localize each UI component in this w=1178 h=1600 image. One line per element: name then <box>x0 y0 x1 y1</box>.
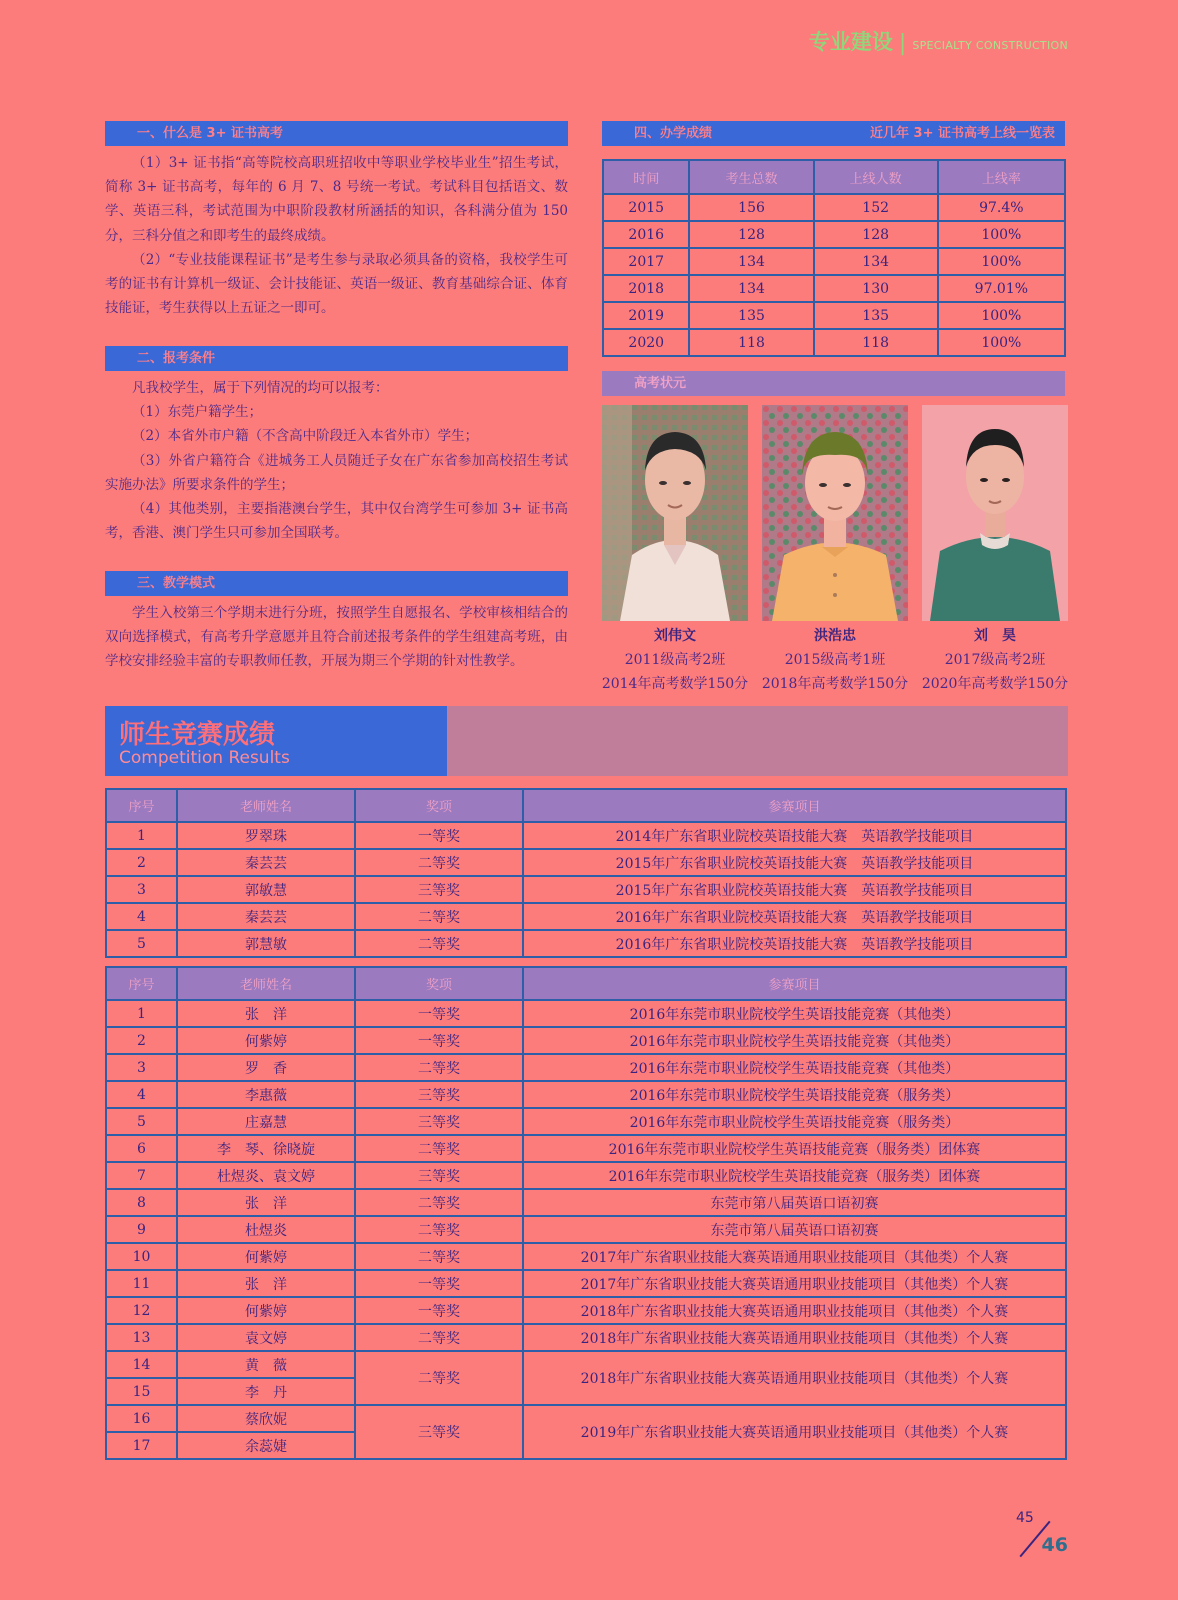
table-cell: 2 <box>106 1027 177 1054</box>
table-cell: 2020 <box>603 329 689 356</box>
table-cell: 2018年广东省职业技能大赛英语通用职业技能项目（其他类）个人赛 <box>523 1324 1066 1351</box>
table-cell: 三等奖 <box>355 1081 523 1108</box>
section-1-paragraph: （1）3+ 证书指“高等院校高职班招收中等职业学校毕业生”招生考试，简称 3+ 证书高考，每年的 6 月 7、8 号统一考试。考试科目包括语文、数学、英语三科，考试范围为中职阶段教材所涵括的知识，各科满分值为 150 分，三科分值之和即考生的最终成绩。 <box>105 155 568 244</box>
table-cell: 9 <box>106 1216 177 1243</box>
table-cell: 二等奖 <box>355 1216 523 1243</box>
header-title-cn: 专业建设 <box>808 30 893 54</box>
exam-results-table <box>602 159 1066 357</box>
competition-title-strip <box>447 706 1068 776</box>
table-cell: 12 <box>106 1297 177 1324</box>
table-row <box>603 329 1065 356</box>
table-cell: 2015 <box>603 194 689 221</box>
table-cell: 152 <box>814 194 938 221</box>
table-cell: 何紫婷 <box>177 1243 355 1270</box>
page-number-right: 46 <box>1041 1534 1068 1556</box>
topper-class: 2011级高考2班 <box>624 652 726 668</box>
table-cell: 三等奖 <box>355 1162 523 1189</box>
section-3-paragraph: 学生入校第三个学期末进行分班，按照学生自愿报名、学校审核相结合的双向选择模式，有高考升学意愿并且符合前述报考条件的学生组建高考班，由学校安排经验丰富的专职教师任教，开展为期三个学期的针对性教学。 <box>105 605 568 670</box>
table-cell: 庄嘉慧 <box>177 1108 355 1135</box>
table-cell: 二等奖 <box>355 1054 523 1081</box>
header-divider: | <box>898 31 907 56</box>
table-cell: 3 <box>106 1054 177 1081</box>
table-cell: 2 <box>106 849 177 876</box>
table-row <box>106 903 1066 930</box>
table-row <box>106 1108 1066 1135</box>
table-cell: 三等奖 <box>355 876 523 903</box>
section-3-title: 三、教学模式 <box>137 576 216 591</box>
table-cell: 2019年广东省职业技能大赛英语通用职业技能项目（其他类）个人赛 <box>523 1405 1066 1459</box>
table-cell: 2016年东莞市职业院校学生英语技能竞赛（其他类） <box>523 1027 1066 1054</box>
table-cell: 5 <box>106 930 177 957</box>
table-row <box>106 1027 1066 1054</box>
competition-title-en: Competition Results <box>119 748 290 768</box>
table-cell: 2016年东莞市职业院校学生英语技能竞赛（服务类）团体赛 <box>523 1162 1066 1189</box>
table-cell: 2017 <box>603 248 689 275</box>
table-row <box>106 1216 1066 1243</box>
table-row <box>603 302 1065 329</box>
table-cell: 一等奖 <box>355 1027 523 1054</box>
table-cell: 2016年东莞市职业院校学生英语技能竞赛（其他类） <box>523 1054 1066 1081</box>
table-cell: 杜煜炎 <box>177 1216 355 1243</box>
table-header: 参赛项目 <box>523 789 1066 822</box>
student-photo <box>602 405 748 621</box>
table-cell: 秦芸芸 <box>177 849 355 876</box>
table-cell: 135 <box>689 302 813 329</box>
table-cell: 118 <box>814 329 938 356</box>
table-cell: 118 <box>689 329 813 356</box>
table-cell: 135 <box>814 302 938 329</box>
table-row <box>603 248 1065 275</box>
table-cell: 何紫婷 <box>177 1027 355 1054</box>
table-header: 上线人数 <box>814 160 938 194</box>
section-4-title-bar <box>602 121 1065 146</box>
section-2-title-bar <box>105 346 568 371</box>
topper-class: 2015级高考1班 <box>784 652 886 668</box>
section-2-paragraph: 凡我校学生，属于下列情况的均可以报考： <box>132 380 389 396</box>
table-header: 奖项 <box>355 789 523 822</box>
table-cell: 张 洋 <box>177 1000 355 1027</box>
table-cell: 100% <box>938 248 1065 275</box>
topper-score: 2018年高考数学150分 <box>761 676 909 692</box>
table-cell: 2016年东莞市职业院校学生英语技能竞赛（服务类） <box>523 1108 1066 1135</box>
table-row <box>603 194 1065 221</box>
table-cell: 二等奖 <box>355 1243 523 1270</box>
topper-name: 刘伟文 <box>654 628 696 644</box>
page-header <box>809 26 1068 56</box>
table-cell: 东莞市第八届英语口语初赛 <box>523 1216 1066 1243</box>
table-cell: 袁文婷 <box>177 1324 355 1351</box>
table-cell: 8 <box>106 1189 177 1216</box>
table-cell: 黄 薇 <box>177 1351 355 1378</box>
table-cell: 李 琴、徐晓旋 <box>177 1135 355 1162</box>
table-cell: 李惠薇 <box>177 1081 355 1108</box>
table-cell: 97.4% <box>938 194 1065 221</box>
section-1-title-bar <box>105 121 568 146</box>
table-cell: 2016 <box>603 221 689 248</box>
table-row <box>106 822 1066 849</box>
table-cell: 秦芸芸 <box>177 903 355 930</box>
toppers-title-bar <box>602 371 1065 396</box>
table-cell: 一等奖 <box>355 1270 523 1297</box>
table-cell: 郭敏慧 <box>177 876 355 903</box>
table-row <box>106 1081 1066 1108</box>
table-row <box>106 1162 1066 1189</box>
student-photo <box>762 405 908 621</box>
table-cell: 罗 香 <box>177 1054 355 1081</box>
table-cell: 7 <box>106 1162 177 1189</box>
table-cell: 15 <box>106 1378 177 1405</box>
table-cell: 张 洋 <box>177 1189 355 1216</box>
table-cell: 东莞市第八届英语口语初赛 <box>523 1189 1066 1216</box>
table-cell: 2017年广东省职业技能大赛英语通用职业技能项目（其他类）个人赛 <box>523 1270 1066 1297</box>
table-cell: 三等奖 <box>355 1405 523 1459</box>
table-header: 老师姓名 <box>177 789 355 822</box>
table-row <box>106 1351 1066 1378</box>
table-cell: 2018年广东省职业技能大赛英语通用职业技能项目（其他类）个人赛 <box>523 1351 1066 1405</box>
table-row <box>106 1000 1066 1027</box>
section-4-title: 四、办学成绩 <box>634 126 713 141</box>
table-row <box>106 1054 1066 1081</box>
table-cell: 2018 <box>603 275 689 302</box>
table-header: 时间 <box>603 160 689 194</box>
table-cell: 3 <box>106 876 177 903</box>
topper-name: 洪浩忠 <box>814 628 856 644</box>
table-cell: 10 <box>106 1243 177 1270</box>
table-cell: 130 <box>814 275 938 302</box>
table-cell: 4 <box>106 903 177 930</box>
table-cell: 128 <box>814 221 938 248</box>
table-cell: 二等奖 <box>355 1135 523 1162</box>
table-cell: 2015年广东省职业院校英语技能大赛 英语教学技能项目 <box>523 849 1066 876</box>
table-header: 考生总数 <box>689 160 813 194</box>
student-awards-table <box>105 966 1067 1460</box>
table-cell: 李 丹 <box>177 1378 355 1405</box>
table-cell: 2016年广东省职业院校英语技能大赛 英语教学技能项目 <box>523 903 1066 930</box>
section-4-subtitle: 近几年 3+ 证书高考上线一览表 <box>870 126 1055 141</box>
section-1-body <box>105 151 568 320</box>
table-cell: 2019 <box>603 302 689 329</box>
table-header: 老师姓名 <box>177 967 355 1000</box>
table-cell: 1 <box>106 1000 177 1027</box>
table-cell: 余蕊婕 <box>177 1432 355 1459</box>
table-cell: 二等奖 <box>355 1189 523 1216</box>
table-cell: 蔡欣妮 <box>177 1405 355 1432</box>
student-photo <box>922 405 1068 621</box>
table-cell: 二等奖 <box>355 849 523 876</box>
table-cell: 二等奖 <box>355 1324 523 1351</box>
page-numbers <box>1008 1506 1068 1558</box>
table-cell: 2018年广东省职业技能大赛英语通用职业技能项目（其他类）个人赛 <box>523 1297 1066 1324</box>
topper-caption <box>756 624 914 696</box>
table-row <box>603 221 1065 248</box>
section-2-paragraph: （3）外省户籍符合《进城务工人员随迁子女在广东省参加高校招生考试实施办法》所要求条件的学生； <box>105 452 568 493</box>
table-row <box>106 1270 1066 1297</box>
table-cell: 100% <box>938 302 1065 329</box>
section-3-title-bar <box>105 571 568 596</box>
table-cell: 156 <box>689 194 813 221</box>
table-row <box>106 1297 1066 1324</box>
teacher-awards-table <box>105 788 1067 958</box>
section-2-body <box>105 376 568 545</box>
table-cell: 2014年广东省职业院校英语技能大赛 英语教学技能项目 <box>523 822 1066 849</box>
table-row <box>106 849 1066 876</box>
table-header: 序号 <box>106 789 177 822</box>
table-cell: 1 <box>106 822 177 849</box>
section-2-paragraph: （4）其他类别，主要指港澳台学生，其中仅台湾学生可参加 3+ 证书高考，香港、澳门学生只可参加全国联考。 <box>105 501 568 542</box>
toppers-title: 高考状元 <box>634 376 687 391</box>
table-cell: 2016年东莞市职业院校学生英语技能竞赛（其他类） <box>523 1000 1066 1027</box>
table-row <box>106 876 1066 903</box>
table-cell: 何紫婷 <box>177 1297 355 1324</box>
topper-caption <box>916 624 1074 696</box>
table-row <box>106 1405 1066 1432</box>
header-title-en: SPECIALTY CONSTRUCTION <box>912 39 1068 52</box>
table-cell: 14 <box>106 1351 177 1378</box>
section-1-title: 一、什么是 3+ 证书高考 <box>137 126 283 141</box>
table-cell: 128 <box>689 221 813 248</box>
table-cell: 2016年东莞市职业院校学生英语技能竞赛（服务类） <box>523 1081 1066 1108</box>
table-cell: 134 <box>689 275 813 302</box>
table-cell: 一等奖 <box>355 1297 523 1324</box>
table-cell: 17 <box>106 1432 177 1459</box>
page-number-left: 45 <box>1016 1510 1034 1526</box>
table-row <box>106 1324 1066 1351</box>
table-cell: 二等奖 <box>355 1351 523 1405</box>
table-header: 参赛项目 <box>523 967 1066 1000</box>
table-cell: 2016年东莞市职业院校学生英语技能竞赛（服务类）团体赛 <box>523 1135 1066 1162</box>
table-cell: 二等奖 <box>355 930 523 957</box>
table-cell: 11 <box>106 1270 177 1297</box>
competition-title-box <box>105 706 447 776</box>
table-header: 上线率 <box>938 160 1065 194</box>
table-cell: 4 <box>106 1081 177 1108</box>
table-header: 序号 <box>106 967 177 1000</box>
table-cell: 16 <box>106 1405 177 1432</box>
topper-class: 2017级高考2班 <box>944 652 1046 668</box>
section-2-paragraph: （1）东莞户籍学生； <box>132 404 263 421</box>
competition-title-cn: 师生竞赛成绩 <box>119 720 276 750</box>
table-cell: 6 <box>106 1135 177 1162</box>
table-cell: 张 洋 <box>177 1270 355 1297</box>
topper-score: 2020年高考数学150分 <box>921 676 1069 692</box>
table-row <box>106 930 1066 957</box>
section-2-title: 二、报考条件 <box>137 351 216 366</box>
table-cell: 97.01% <box>938 275 1065 302</box>
table-cell: 134 <box>814 248 938 275</box>
table-cell: 2016年广东省职业院校英语技能大赛 英语教学技能项目 <box>523 930 1066 957</box>
table-cell: 100% <box>938 221 1065 248</box>
table-cell: 二等奖 <box>355 903 523 930</box>
table-row <box>603 275 1065 302</box>
table-cell: 13 <box>106 1324 177 1351</box>
table-row <box>106 1135 1066 1162</box>
section-3-body <box>105 601 568 674</box>
table-row <box>106 1189 1066 1216</box>
table-cell: 三等奖 <box>355 1108 523 1135</box>
section-2-paragraph: （2）本省外市户籍（不含高中阶段迁入本省外市）学生； <box>132 428 479 445</box>
table-cell: 2015年广东省职业院校英语技能大赛 英语教学技能项目 <box>523 876 1066 903</box>
table-row <box>106 1243 1066 1270</box>
table-header: 奖项 <box>355 967 523 1000</box>
topper-score: 2014年高考数学150分 <box>601 676 749 692</box>
section-1-paragraph: （2）“专业技能课程证书”是考生参与录取必须具备的资格，我校学生可考的证书有计算机一级证、会计技能证、英语一级证、教育基础综合证、体育技能证，考生获得以上五证之一即可。 <box>105 251 568 317</box>
table-cell: 一等奖 <box>355 822 523 849</box>
table-cell: 罗翠珠 <box>177 822 355 849</box>
table-cell: 2017年广东省职业技能大赛英语通用职业技能项目（其他类）个人赛 <box>523 1243 1066 1270</box>
topper-name: 刘 昊 <box>974 628 1016 644</box>
table-cell: 杜煜炎、袁文婷 <box>177 1162 355 1189</box>
table-cell: 郭慧敏 <box>177 930 355 957</box>
table-cell: 5 <box>106 1108 177 1135</box>
table-cell: 100% <box>938 329 1065 356</box>
topper-caption <box>596 624 754 696</box>
table-cell: 134 <box>689 248 813 275</box>
table-cell: 一等奖 <box>355 1000 523 1027</box>
